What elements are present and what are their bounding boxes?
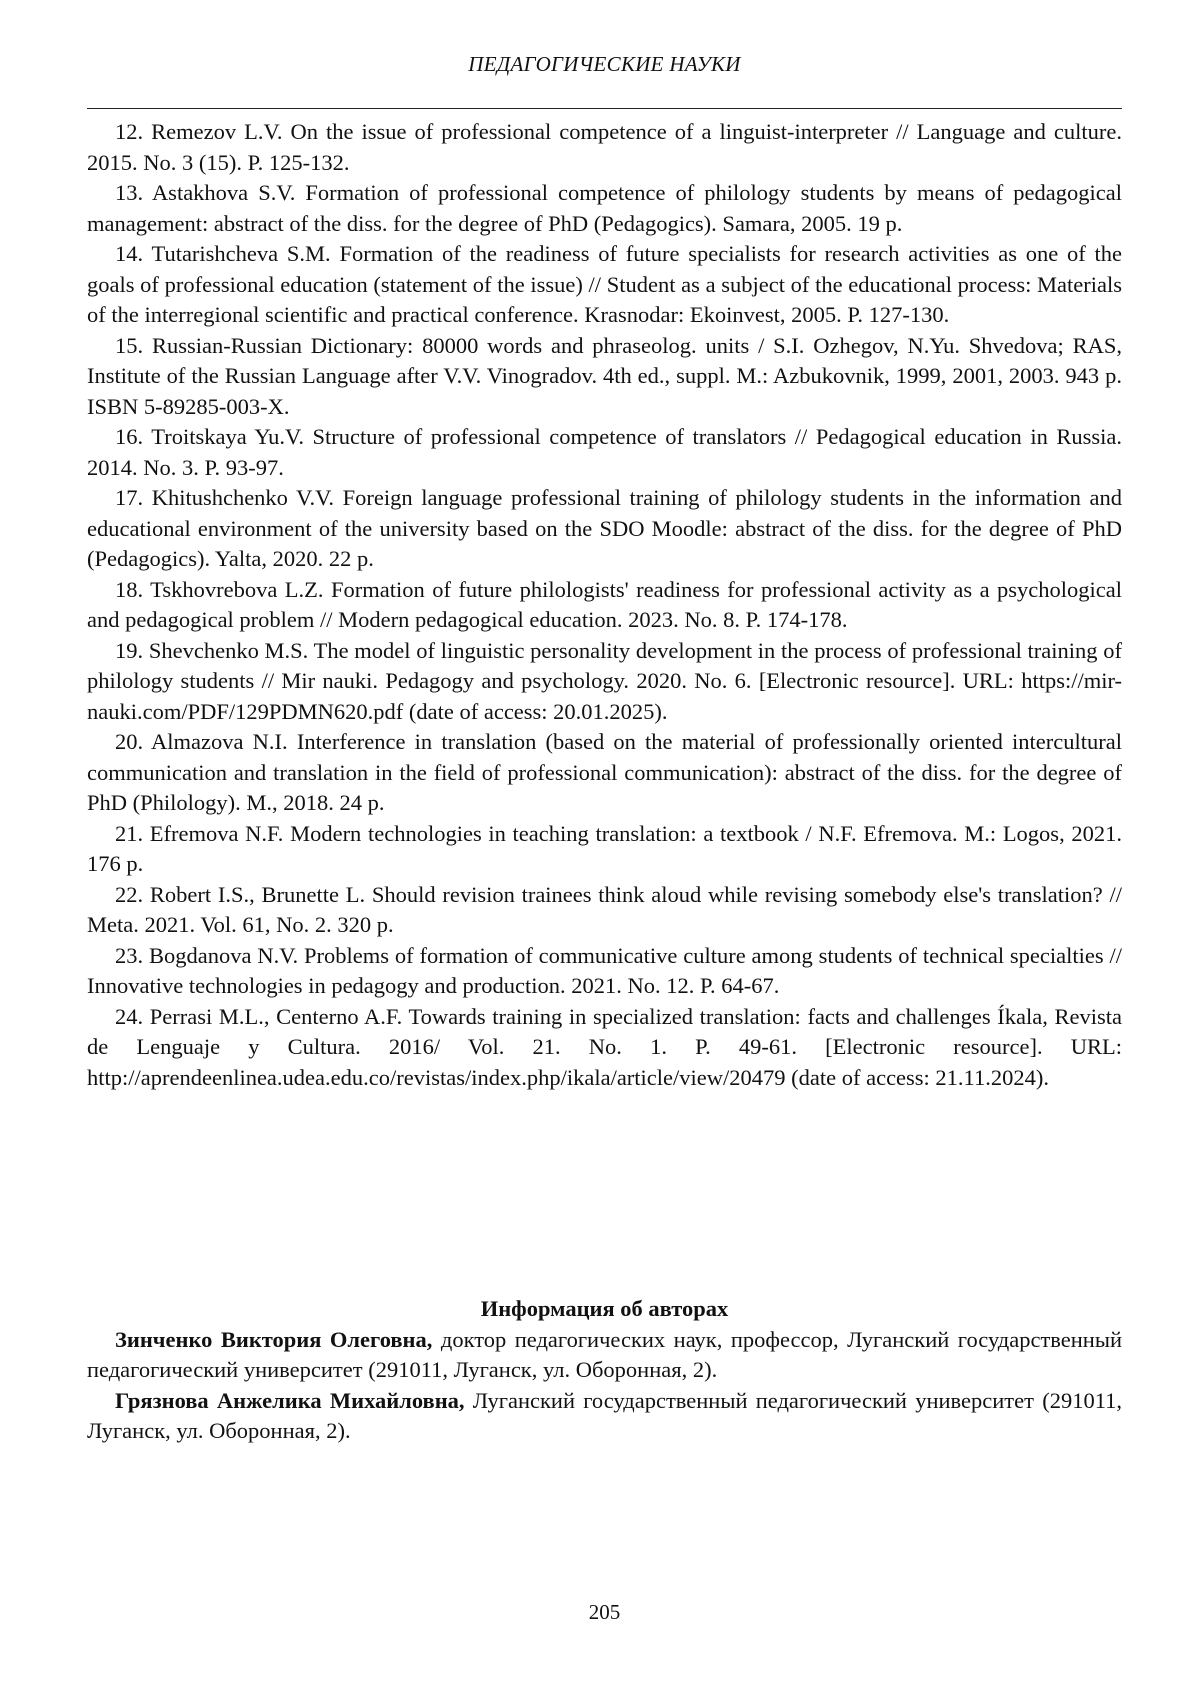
author-entry: [87, 1386, 1122, 1447]
authors-section: [87, 1294, 1122, 1447]
reference-item: 12. Remezov L.V. On the issue of professional competence of a linguist-interpreter // Language and culture. 2015. No. 3 (15). P. 125-132.: [87, 119, 1122, 175]
authors-heading: Информация об авторах: [480, 1296, 729, 1321]
reference-item: 23. Bogdanova N.V. Problems of formation of communicative culture among students of technical specialties // Innovative technologies in pedagogy and production. 2021. No. 12. P. 64-67.: [87, 942, 1122, 998]
author-details: Луганский государственный педагогический университет (291011, Луганск, ул. Оборонная, 2).: [87, 1387, 1122, 1443]
running-header: ПЕДАГОГИЧЕСКИЕ НАУКИ: [468, 52, 741, 76]
reference-item: 20. Almazova N.I. Interference in translation (based on the material of professionally oriented intercultural communication and translation in the field of professional communication): abstract of the diss. for the degree of PhD (Philology). M., 2018. 24 p.: [87, 729, 1122, 815]
reference-item: 18. Tskhovrebova L.Z. Formation of future philologists' readiness for professional activity as a psychological and pedagogical problem // Modern pedagogical education. 2023. No. 8. P. 174-178.: [87, 576, 1122, 632]
header-divider: [87, 108, 1122, 109]
reference-item: 19. Shevchenko M.S. The model of linguistic personality development in the process of professional training of philology students // Mir nauki. Pedagogy and psychology. 2020. No. 6. [Electronic resource]. URL: https://mir-nauki.com/PDF/129PDMN620.pdf (date of access: 20.01.2025).: [87, 637, 1122, 724]
reference-item: 24. Perrasi M.L., Centerno A.F. Towards training in specialized translation: facts and challenges Íkala, Revista de Lenguaje y Cultura. 2016/ Vol. 21. No. 1. P. 49-61. [Electronic resource]. URL: http://aprendeenlinea.udea.edu.co/revistas/index.php/ikala/article/view/20479 (date of access: 21.11.2024).: [87, 1003, 1122, 1090]
reference-item: 13. Astakhova S.V. Formation of professional competence of philology students by means of pedagogical management: abstract of the diss. for the degree of PhD (Pedagogics). Samara, 2005. 19 p.: [87, 180, 1122, 236]
reference-item: 15. Russian-Russian Dictionary: 80000 words and phraseolog. units / S.I. Ozhegov, N.Yu. Shvedova; RAS, Institute of the Russian Language after V.V. Vinogradov. 4th ed., suppl. M.: Azbukovnik, 1999, 2001, 2003. 943 p. ISBN 5-89285-003-X.: [87, 332, 1122, 419]
author-entry: [87, 1325, 1122, 1386]
reference-list: [87, 117, 1122, 1093]
reference-item: 17. Khitushchenko V.V. Foreign language professional training of philology students in the information and educational environment of the university based on the SDO Moodle: abstract of the diss. for the degree of PhD (Pedagogics). Yalta, 2020. 22 p.: [87, 485, 1122, 571]
page-number: 205: [588, 1600, 621, 1624]
reference-item: 21. Efremova N.F. Modern technologies in teaching translation: a textbook / N.F. Efremova. M.: Logos, 2021. 176 p.: [87, 820, 1122, 876]
reference-item: 16. Troitskaya Yu.V. Structure of professional competence of translators // Pedagogical education in Russia. 2014. No. 3. P. 93-97.: [87, 424, 1122, 480]
author-details: доктор педагогических наук, профессор, Луганский государственный педагогический университет (291011, Луганск, ул. Оборонная, 2).: [87, 1326, 1122, 1382]
reference-item: 14. Tutarishcheva S.M. Formation of the readiness of future specialists for research activities as one of the goals of professional education (statement of the issue) // Student as a subject of the educational process: Materials of the interregional scientific and practical conference. Krasnodar: Ekoinvest, 2005. P. 127-130.: [87, 241, 1122, 327]
reference-item: 22. Robert I.S., Brunette L. Should revision trainees think aloud while revising somebody else's translation? // Meta. 2021. Vol. 61, No. 2. 320 p.: [87, 881, 1122, 937]
author-name: Грязнова Анжелика Михайловна,: [115, 1387, 465, 1413]
author-name: Зинченко Виктория Олеговна,: [115, 1326, 433, 1352]
